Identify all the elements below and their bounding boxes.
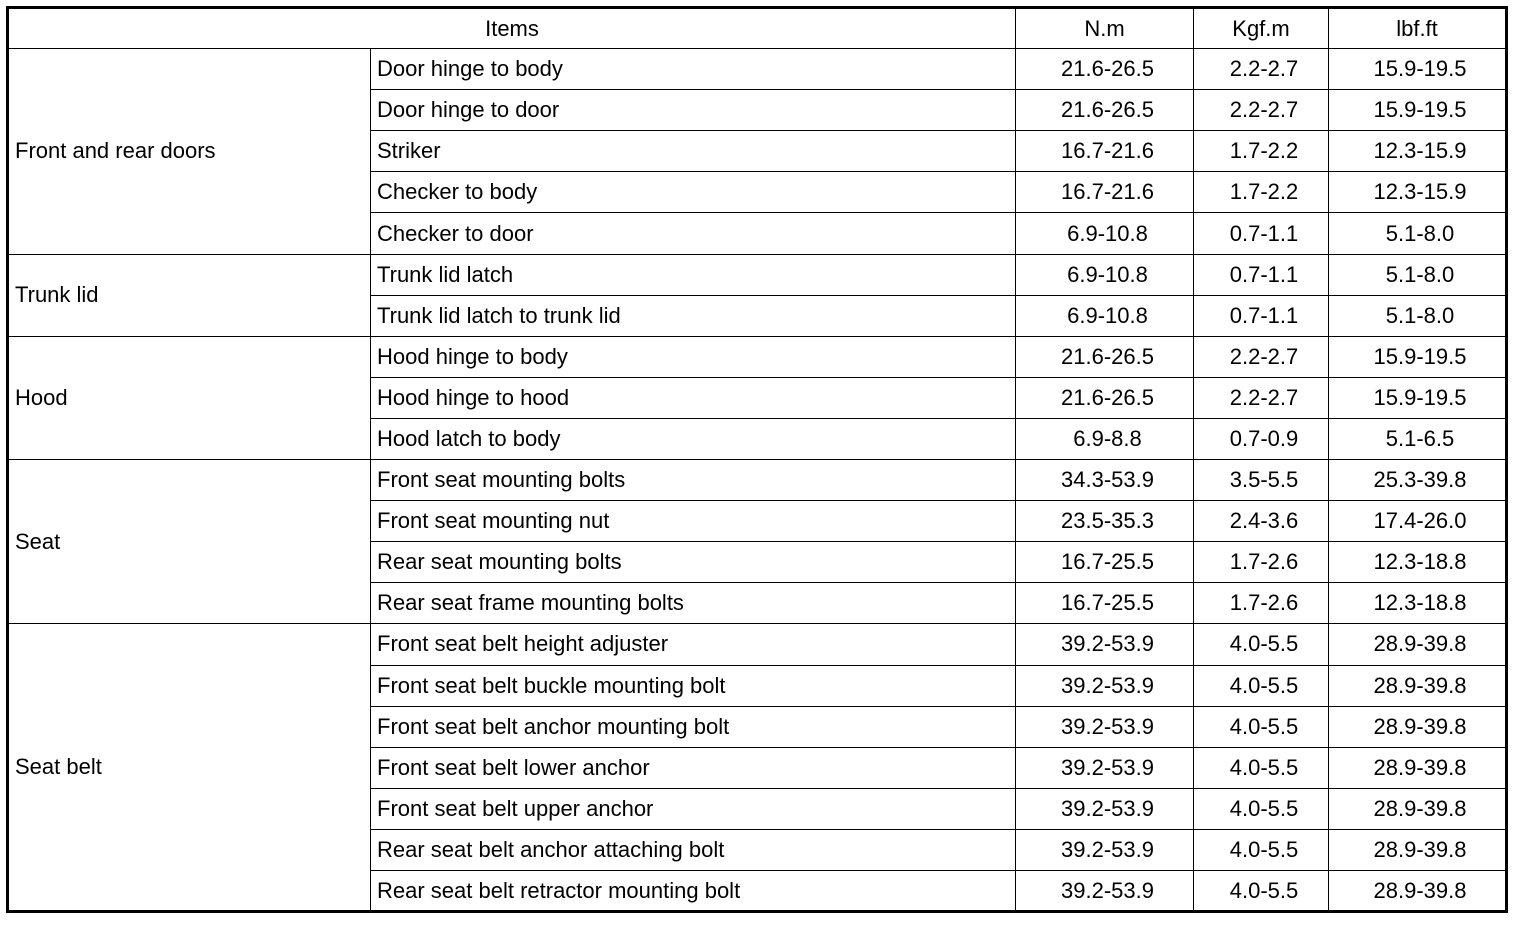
value-kgfm: 4.0-5.5 [1194, 706, 1329, 747]
value-lbfft: 25.3-39.8 [1329, 460, 1507, 501]
item-name: Checker to body [371, 172, 1016, 213]
value-nm: 21.6-26.5 [1016, 90, 1194, 131]
value-kgfm: 2.2-2.7 [1194, 90, 1329, 131]
item-name: Striker [371, 131, 1016, 172]
item-name: Door hinge to door [371, 90, 1016, 131]
value-nm: 6.9-8.8 [1016, 418, 1194, 459]
value-lbfft: 5.1-8.0 [1329, 213, 1507, 254]
torque-spec-table-wrapper [6, 6, 1508, 913]
value-lbfft: 12.3-15.9 [1329, 172, 1507, 213]
value-kgfm: 2.2-2.7 [1194, 336, 1329, 377]
header-row [8, 8, 1507, 49]
value-kgfm: 0.7-1.1 [1194, 213, 1329, 254]
value-kgfm: 2.2-2.7 [1194, 49, 1329, 90]
value-lbfft: 15.9-19.5 [1329, 377, 1507, 418]
value-lbfft: 28.9-39.8 [1329, 624, 1507, 665]
value-nm: 6.9-10.8 [1016, 213, 1194, 254]
value-kgfm: 0.7-0.9 [1194, 418, 1329, 459]
value-nm: 39.2-53.9 [1016, 870, 1194, 911]
value-lbfft: 15.9-19.5 [1329, 336, 1507, 377]
value-lbfft: 5.1-8.0 [1329, 254, 1507, 295]
value-lbfft: 15.9-19.5 [1329, 90, 1507, 131]
item-name: Front seat mounting nut [371, 501, 1016, 542]
item-name: Front seat belt height adjuster [371, 624, 1016, 665]
value-nm: 16.7-25.5 [1016, 542, 1194, 583]
item-name: Trunk lid latch to trunk lid [371, 295, 1016, 336]
value-nm: 23.5-35.3 [1016, 501, 1194, 542]
value-nm: 21.6-26.5 [1016, 49, 1194, 90]
value-kgfm: 4.0-5.5 [1194, 829, 1329, 870]
item-name: Rear seat belt retractor mounting bolt [371, 870, 1016, 911]
item-name: Front seat belt lower anchor [371, 747, 1016, 788]
item-name: Front seat belt buckle mounting bolt [371, 665, 1016, 706]
item-name: Rear seat frame mounting bolts [371, 583, 1016, 624]
table-row [8, 336, 1507, 377]
value-kgfm: 1.7-2.2 [1194, 131, 1329, 172]
value-nm: 16.7-21.6 [1016, 131, 1194, 172]
header-lbfft: lbf.ft [1329, 8, 1507, 49]
value-lbfft: 28.9-39.8 [1329, 665, 1507, 706]
group-label: Trunk lid [8, 254, 371, 336]
value-kgfm: 1.7-2.6 [1194, 583, 1329, 624]
value-lbfft: 17.4-26.0 [1329, 501, 1507, 542]
item-name: Hood latch to body [371, 418, 1016, 459]
item-name: Front seat belt anchor mounting bolt [371, 706, 1016, 747]
item-name: Front seat belt upper anchor [371, 788, 1016, 829]
value-kgfm: 2.2-2.7 [1194, 377, 1329, 418]
group-label: Hood [8, 336, 371, 459]
group-label: Front and rear doors [8, 49, 371, 254]
table-body [8, 49, 1507, 912]
value-nm: 6.9-10.8 [1016, 254, 1194, 295]
value-nm: 16.7-21.6 [1016, 172, 1194, 213]
value-lbfft: 12.3-18.8 [1329, 583, 1507, 624]
value-kgfm: 0.7-1.1 [1194, 295, 1329, 336]
value-lbfft: 12.3-15.9 [1329, 131, 1507, 172]
value-nm: 39.2-53.9 [1016, 829, 1194, 870]
torque-spec-table [6, 6, 1508, 913]
header-kgfm: Kgf.m [1194, 8, 1329, 49]
item-name: Front seat mounting bolts [371, 460, 1016, 501]
value-kgfm: 4.0-5.5 [1194, 788, 1329, 829]
value-nm: 39.2-53.9 [1016, 788, 1194, 829]
value-lbfft: 5.1-8.0 [1329, 295, 1507, 336]
value-lbfft: 28.9-39.8 [1329, 747, 1507, 788]
group-label: Seat belt [8, 624, 371, 912]
value-lbfft: 28.9-39.8 [1329, 706, 1507, 747]
value-lbfft: 28.9-39.8 [1329, 788, 1507, 829]
value-nm: 39.2-53.9 [1016, 624, 1194, 665]
table-row [8, 460, 1507, 501]
value-lbfft: 12.3-18.8 [1329, 542, 1507, 583]
item-name: Rear seat belt anchor attaching bolt [371, 829, 1016, 870]
item-name: Hood hinge to hood [371, 377, 1016, 418]
value-kgfm: 1.7-2.2 [1194, 172, 1329, 213]
value-nm: 39.2-53.9 [1016, 706, 1194, 747]
value-kgfm: 3.5-5.5 [1194, 460, 1329, 501]
value-nm: 39.2-53.9 [1016, 747, 1194, 788]
item-name: Hood hinge to body [371, 336, 1016, 377]
value-lbfft: 5.1-6.5 [1329, 418, 1507, 459]
value-kgfm: 4.0-5.5 [1194, 747, 1329, 788]
value-kgfm: 2.4-3.6 [1194, 501, 1329, 542]
value-lbfft: 15.9-19.5 [1329, 49, 1507, 90]
value-nm: 21.6-26.5 [1016, 336, 1194, 377]
item-name: Rear seat mounting bolts [371, 542, 1016, 583]
group-label: Seat [8, 460, 371, 624]
table-row [8, 49, 1507, 90]
item-name: Checker to door [371, 213, 1016, 254]
value-nm: 39.2-53.9 [1016, 665, 1194, 706]
value-lbfft: 28.9-39.8 [1329, 870, 1507, 911]
value-nm: 16.7-25.5 [1016, 583, 1194, 624]
value-kgfm: 4.0-5.5 [1194, 870, 1329, 911]
table-row [8, 624, 1507, 665]
value-nm: 21.6-26.5 [1016, 377, 1194, 418]
table-row [8, 254, 1507, 295]
value-kgfm: 4.0-5.5 [1194, 665, 1329, 706]
item-name: Trunk lid latch [371, 254, 1016, 295]
item-name: Door hinge to body [371, 49, 1016, 90]
value-nm: 34.3-53.9 [1016, 460, 1194, 501]
header-items: Items [8, 8, 1016, 49]
value-kgfm: 1.7-2.6 [1194, 542, 1329, 583]
header-nm: N.m [1016, 8, 1194, 49]
value-lbfft: 28.9-39.8 [1329, 829, 1507, 870]
value-kgfm: 4.0-5.5 [1194, 624, 1329, 665]
value-kgfm: 0.7-1.1 [1194, 254, 1329, 295]
value-nm: 6.9-10.8 [1016, 295, 1194, 336]
